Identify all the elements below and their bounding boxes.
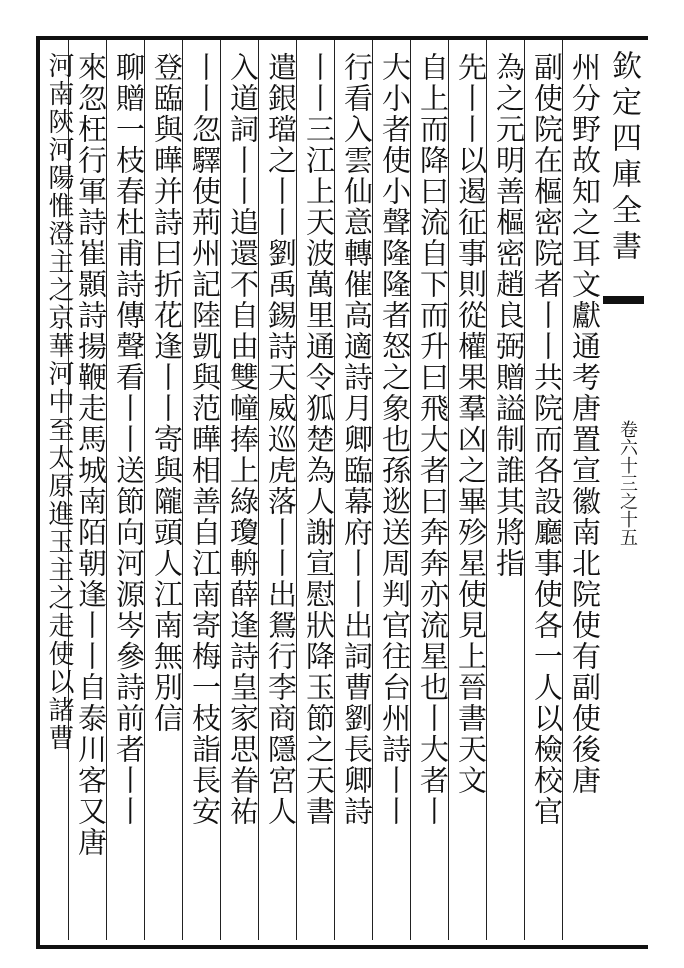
text-column: 丨丨三江上天波萬里通令狐楚為人謝宣慰狀降玉節之天書 — [302, 52, 336, 827]
text-column: 行看入雲仙意轉催高適詩月卿臨幕府丨丨出詞曹劉長卿詩 — [340, 52, 374, 827]
volume-label: 卷六十三之十五 — [617, 420, 638, 546]
text-column: 遣銀璫之丨丨劉禹錫詩天威巡虎落丨丨出鴛行李商隱宮人 — [264, 52, 298, 827]
text-column: 州分野故知之耳文獻通考唐置宣徽南北院使有副使後唐 — [568, 52, 602, 796]
text-column: 自上而降曰流自下而升曰飛大者曰奔奔亦流星也丨大者丨 — [416, 52, 450, 827]
text-column: 聊贈一枝春杜甫詩傳聲看丨丨送節向河源岑參詩前者丨丨 — [112, 52, 146, 827]
text-column: 大小者使小聲隆隆者怒之象也孫逖送周判官往台州詩丨丨 — [378, 52, 412, 827]
text-column: 先丨丨以遏征事則從權果羣凶之畢殄星使見上晉書天文 — [454, 52, 488, 796]
text-column: 入道詞丨丨追還不自由雙幢捧上綠瓊輈薛逢詩皇家思眷祐 — [226, 52, 260, 827]
text-column: 河南陝河陽惟澄主之京華河中至太原進玉主之走使以諸曹 — [44, 52, 74, 752]
page-margin-title: 欽定四庫全書 — [606, 50, 641, 266]
margin-fishtail-band — [603, 296, 644, 304]
text-column: 副使院在樞密院者丨丨共院而各設廳事使各一人以檢校官 — [530, 52, 564, 827]
text-column: 丨丨忽驛使荊州記陸凱與范曄相善自江南寄梅一枝詣長安 — [188, 52, 222, 827]
text-column: 登臨與曄并詩曰折花逢丨丨寄與隴頭人江南無別信 — [150, 52, 184, 734]
text-column: 來忽枉行軍詩崔顥詩揚鞭走馬城南陌朝逢丨丨自泰川客又唐 — [74, 52, 108, 858]
text-column: 為之元明善樞密趙良弼贈謚制誰其將指 — [492, 52, 526, 579]
